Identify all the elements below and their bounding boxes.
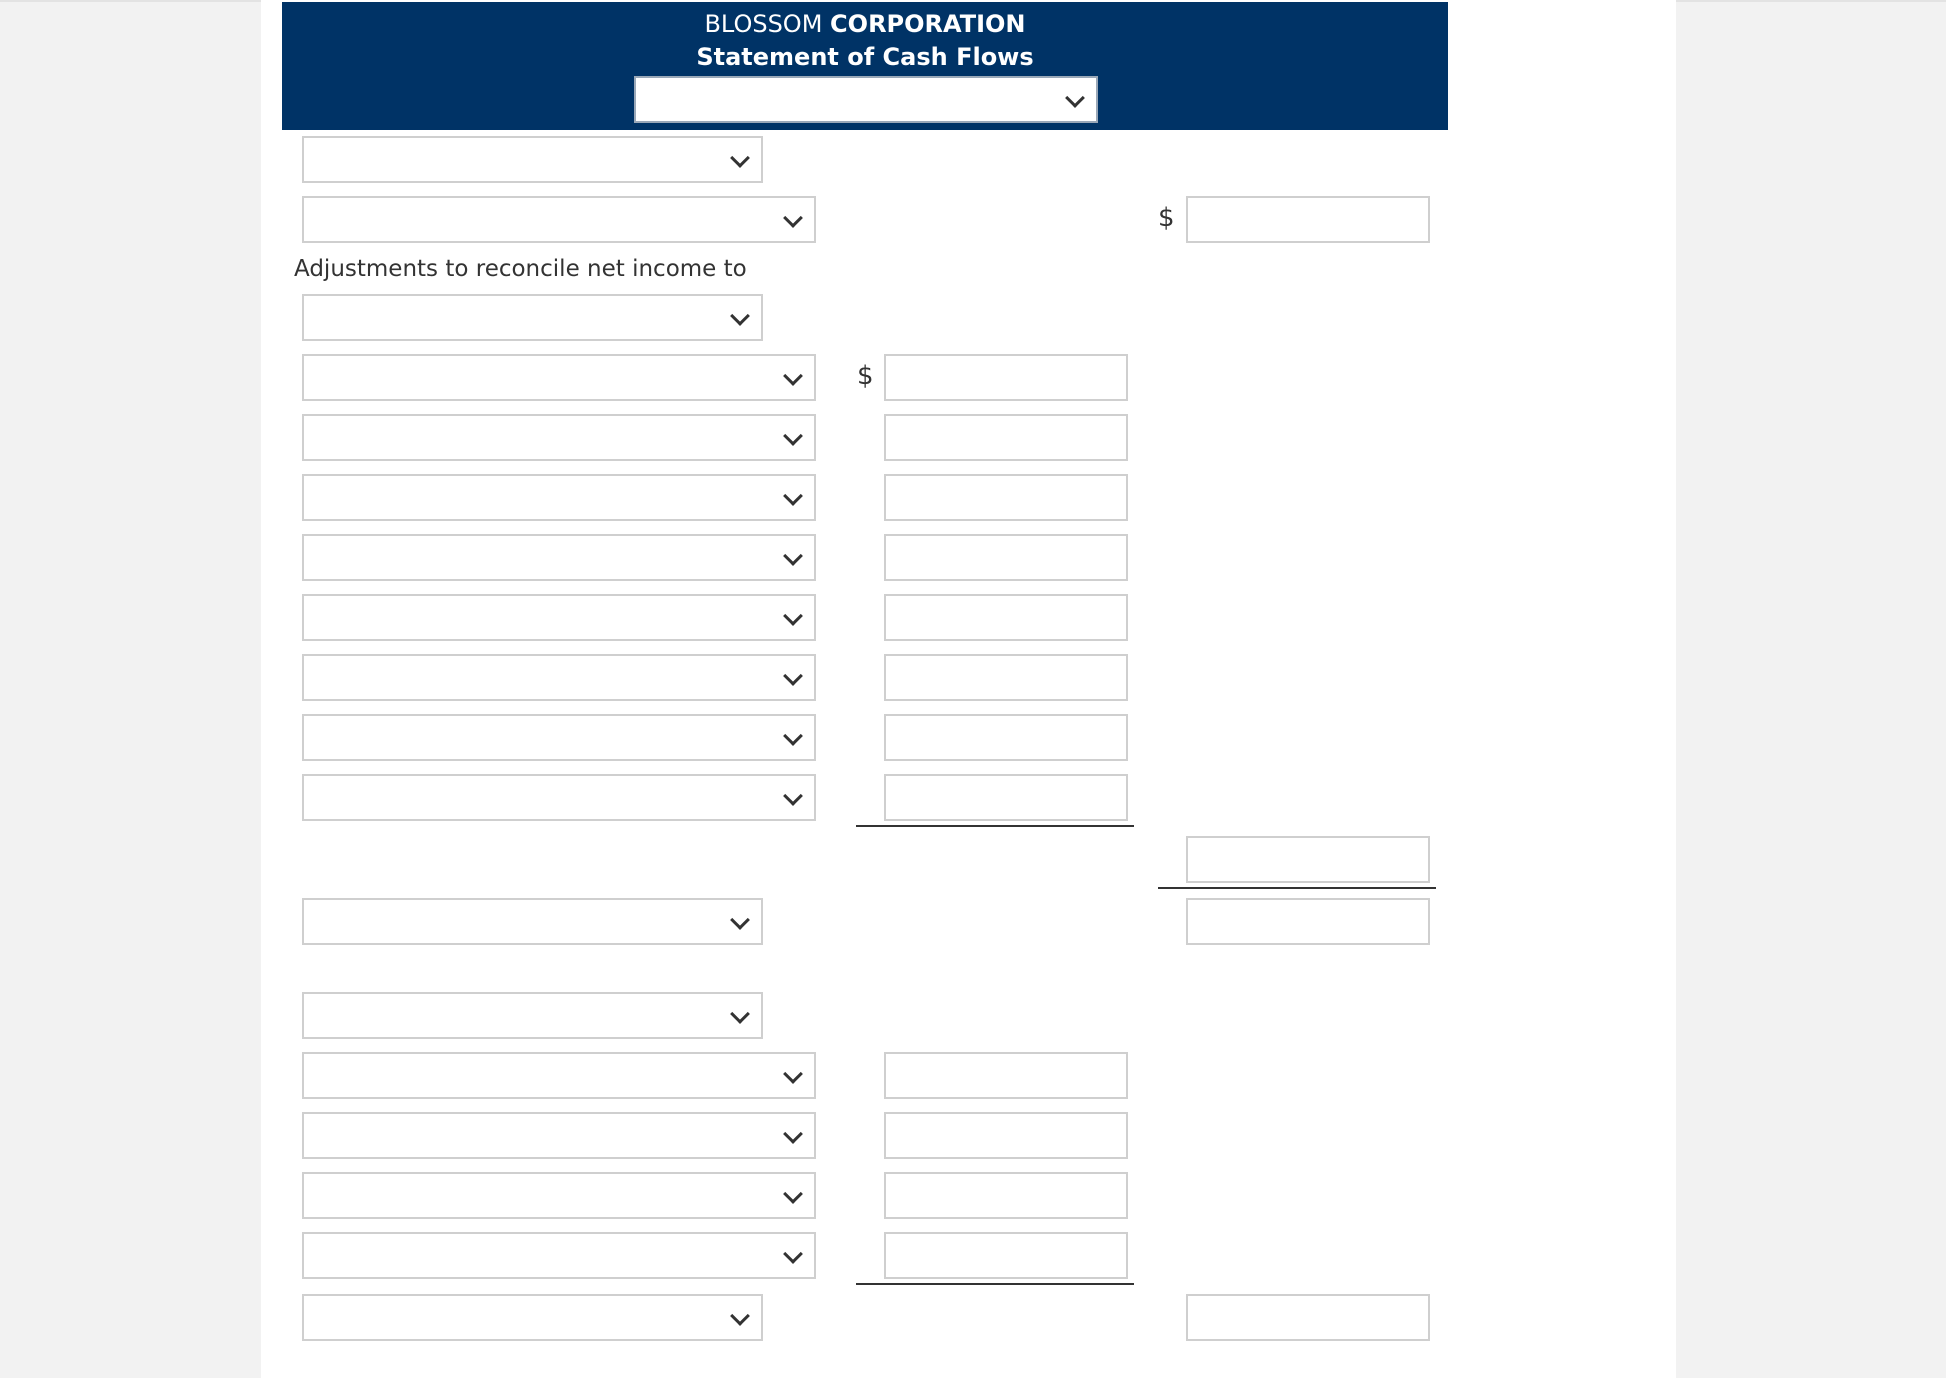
- adjustment-amount-input[interactable]: [884, 654, 1128, 701]
- chevron-down-icon: [730, 1004, 750, 1024]
- section-heading-select[interactable]: [302, 136, 763, 183]
- subtotal-rule: [856, 825, 1134, 827]
- line-item-select[interactable]: [302, 1052, 816, 1099]
- line-item-select[interactable]: [302, 1112, 816, 1159]
- adjustment-amount-input[interactable]: [884, 714, 1128, 761]
- chevron-down-icon: [783, 486, 803, 506]
- chevron-down-icon: [730, 306, 750, 326]
- chevron-down-icon: [730, 1306, 750, 1326]
- adjustment-amount-input[interactable]: [884, 774, 1128, 821]
- total-rule: [1158, 887, 1436, 889]
- chevron-down-icon: [783, 1184, 803, 1204]
- company-name: [282, 10, 1448, 38]
- adjustment-amount-input[interactable]: [884, 594, 1128, 641]
- line-item-select[interactable]: [302, 1232, 816, 1279]
- net-cash-operating-input[interactable]: [1186, 898, 1430, 945]
- net-income-amount-input[interactable]: [1186, 196, 1430, 243]
- chevron-down-icon: [783, 426, 803, 446]
- adjustment-select[interactable]: [302, 414, 816, 461]
- chevron-down-icon: [783, 366, 803, 386]
- adjustments-label: Adjustments to reconcile net income to: [294, 256, 747, 282]
- chevron-down-icon: [783, 606, 803, 626]
- chevron-down-icon: [783, 546, 803, 566]
- adjustment-amount-input[interactable]: [884, 534, 1128, 581]
- chevron-down-icon: [783, 1244, 803, 1264]
- line-item-amount-input[interactable]: [884, 1112, 1128, 1159]
- adjustment-select[interactable]: [302, 354, 816, 401]
- chevron-down-icon: [783, 1124, 803, 1144]
- adjustment-select[interactable]: [302, 594, 816, 641]
- net-cash-investing-input[interactable]: [1186, 1294, 1430, 1341]
- line-item-select[interactable]: [302, 196, 816, 243]
- chevron-down-icon: [1065, 88, 1085, 108]
- period-select[interactable]: [634, 76, 1098, 123]
- chevron-down-icon: [783, 208, 803, 228]
- adjustment-amount-input[interactable]: [884, 354, 1128, 401]
- dollar-sign: $: [1158, 203, 1175, 233]
- adjustment-select[interactable]: [302, 714, 816, 761]
- adjustment-select[interactable]: [302, 654, 816, 701]
- chevron-down-icon: [783, 1064, 803, 1084]
- net-cash-investing-select[interactable]: [302, 1294, 763, 1341]
- chevron-down-icon: [783, 786, 803, 806]
- line-item-amount-input[interactable]: [884, 1172, 1128, 1219]
- line-item-select[interactable]: [302, 1172, 816, 1219]
- section-heading-select[interactable]: [302, 992, 763, 1039]
- total-adjustments-input[interactable]: [1186, 836, 1430, 883]
- chevron-down-icon: [730, 910, 750, 930]
- dollar-sign: $: [857, 361, 874, 391]
- chevron-down-icon: [730, 148, 750, 168]
- adjustment-select[interactable]: [302, 474, 816, 521]
- adjustments-heading-select[interactable]: [302, 294, 763, 341]
- adjustment-select[interactable]: [302, 774, 816, 821]
- subtotal-rule: [856, 1283, 1134, 1285]
- adjustment-select[interactable]: [302, 534, 816, 581]
- net-cash-operating-select[interactable]: [302, 898, 763, 945]
- line-item-amount-input[interactable]: [884, 1052, 1128, 1099]
- chevron-down-icon: [783, 726, 803, 746]
- chevron-down-icon: [783, 666, 803, 686]
- company-name-normal: BLOSSOM: [704, 10, 823, 38]
- adjustment-amount-input[interactable]: [884, 414, 1128, 461]
- line-item-amount-input[interactable]: [884, 1232, 1128, 1279]
- company-name-bold: CORPORATION: [830, 10, 1026, 38]
- adjustment-amount-input[interactable]: [884, 474, 1128, 521]
- statement-title: Statement of Cash Flows: [696, 43, 1034, 71]
- statement-header: [282, 2, 1448, 130]
